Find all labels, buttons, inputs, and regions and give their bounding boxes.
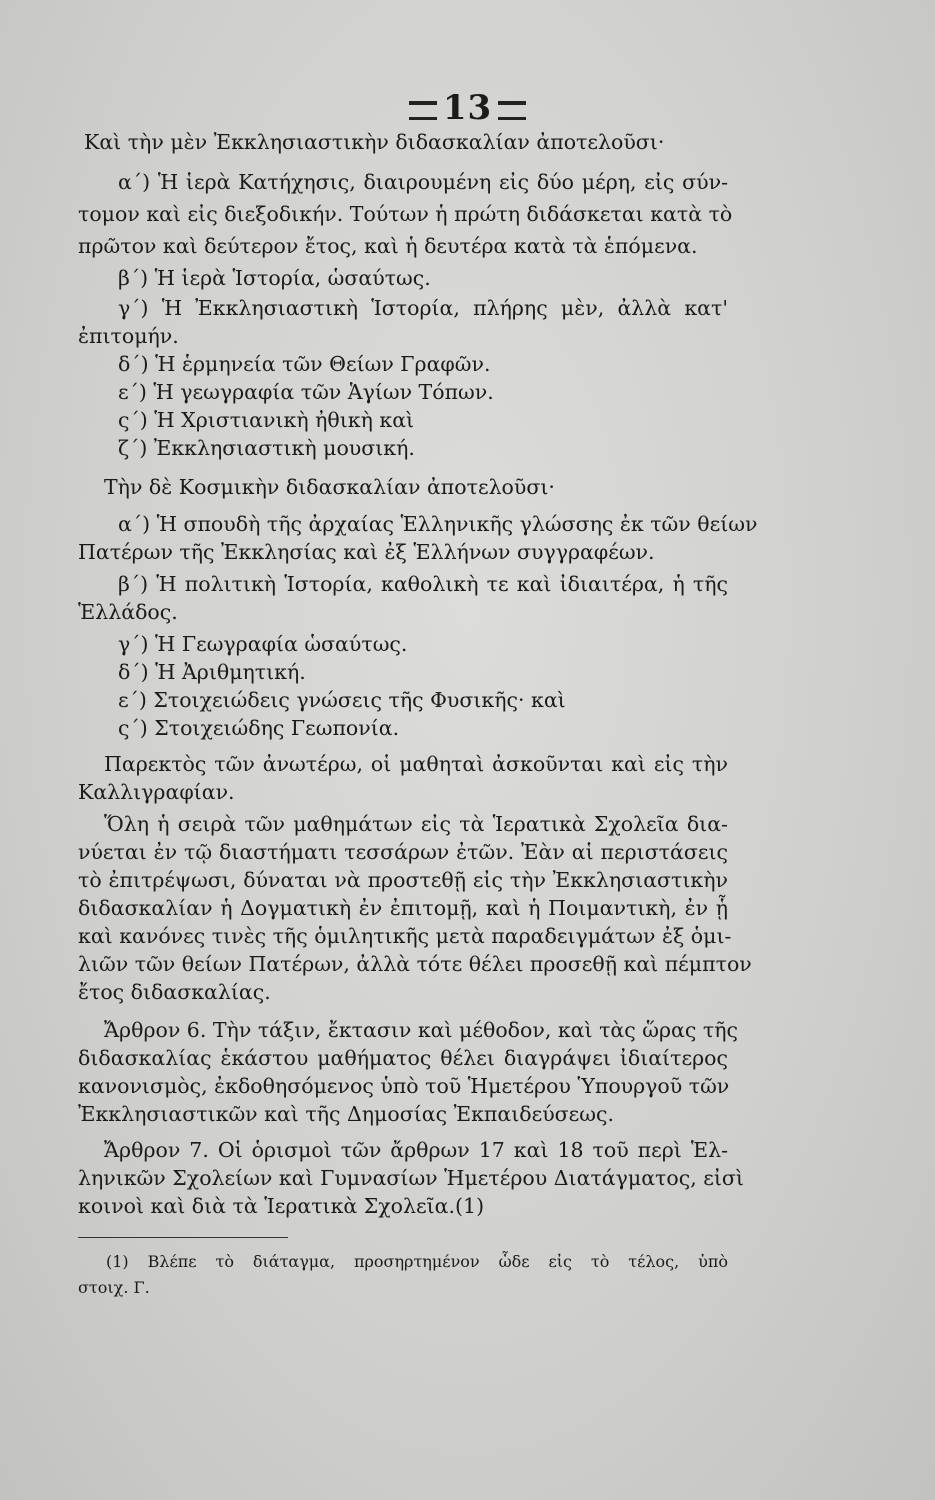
text-line: γ΄) Ἡ Ἐκκλησιαστικὴ Ἱστορία, πλήρης μὲν, ἀλλὰ κατ' [118, 296, 728, 320]
text-line: δ΄) Ἡ Ἀριθμητική. [118, 660, 306, 684]
text-line: β΄) Ἡ ἱερὰ Ἱστορία, ὡσαύτως. [118, 266, 431, 290]
ornament-right [498, 101, 526, 120]
text-line: ε΄) Στοιχειώδεις γνώσεις τῆς Φυσικῆς· καὶ [118, 688, 566, 712]
text-line: δ΄) Ἡ ἑρμηνεία τῶν Θείων Γραφῶν. [118, 352, 491, 376]
text-line: νύεται ἐν τῷ διαστήματι τεσσάρων ἐτῶν. Ἐὰν αἱ περιστάσεις [78, 840, 728, 864]
footnote-divider [78, 1237, 288, 1238]
text-line: Ἄρθρον 7. Οἱ ὁρισμοὶ τῶν ἄρθρων 17 καὶ 18 τοῦ περὶ Ἑλ- [104, 1138, 728, 1162]
text-line: κοινοὶ καὶ διὰ τὰ Ἱερατικὰ Σχολεῖα.(1) [78, 1194, 485, 1218]
page-number: 13 [442, 88, 493, 128]
text-line: διδασκαλίαν ἡ Δογματικὴ ἐν ἐπιτομῇ, καὶ ἡ Ποιμαντικὴ, ἐν ᾗ [78, 896, 728, 920]
text-line: β΄) Ἡ πολιτικὴ Ἱστορία, καθολικὴ τε καὶ ἰδιαιτέρα, ἡ τῆς [118, 572, 728, 596]
text-line: ς΄) Ἡ Χριστιανικὴ ἠθικὴ καὶ [118, 408, 415, 432]
text-line: πρῶτον καὶ δεύτερον ἔτος, καὶ ἡ δευτέρα κατὰ τὰ ἑπόμενα. [78, 234, 698, 258]
text-line: Ἄρθρον 6. Τὴν τάξιν, ἔκτασιν καὶ μέθοδον, καὶ τὰς ὥρας τῆς [104, 1018, 738, 1042]
text-line: Τὴν δὲ Κοσμικὴν διδασκαλίαν ἀποτελοῦσι· [104, 475, 555, 499]
text-line: τομον καὶ εἰς διεξοδικήν. Τούτων ἡ πρώτη διδάσκεται κατὰ τὸ [78, 202, 733, 226]
text-line: ε΄) Ἡ γεωγραφία τῶν Ἁγίων Τόπων. [118, 380, 494, 404]
text-line: Καὶ τὴν μὲν Ἐκκλησιαστικὴν διδασκαλίαν ἀποτελοῦσι· [84, 130, 665, 154]
page-header [0, 88, 935, 128]
text-line: ἔτος διδασκαλίας. [78, 980, 271, 1004]
text-line: κανονισμὸς, ἐκδοθησόμενος ὑπὸ τοῦ Ἡμετέρου Ὑπουργοῦ τῶν [78, 1074, 730, 1098]
text-line: καὶ κανόνες τινὲς τῆς ὁμιλητικῆς μετὰ παραδειγμάτων ἐξ ὁμι- [78, 924, 732, 948]
text-line: Ὅλη ἡ σειρὰ τῶν μαθημάτων εἰς τὰ Ἱερατικὰ Σχολεῖα δια- [104, 812, 728, 836]
text-line: Καλλιγραφίαν. [78, 780, 235, 804]
text-line: γ΄) Ἡ Γεωγραφία ὡσαύτως. [118, 632, 408, 656]
text-line: Παρεκτὸς τῶν ἀνωτέρω, οἱ μαθηταὶ ἀσκοῦνται καὶ εἰς τὴν [104, 752, 728, 776]
text-line: τὸ ἐπιτρέψωσι, δύναται νὰ προστεθῇ εἰς τὴν Ἐκκλησιαστικὴν [78, 868, 728, 892]
text-line: ληνικῶν Σχολείων καὶ Γυμνασίων Ἡμετέρου Διατάγματος, εἰσὶ [78, 1166, 744, 1190]
text-line: ζ΄) Ἐκκλησιαστικὴ μουσική. [118, 436, 415, 460]
ornament-left [409, 101, 437, 120]
text-line: Ἑλλάδος. [78, 600, 178, 624]
text-line: α΄) Ἡ σπουδὴ τῆς ἀρχαίας Ἑλληνικῆς γλώσσης ἐκ τῶν θείων [118, 512, 758, 536]
footnote-line: στοιχ. Γ. [78, 1278, 150, 1297]
text-line: α΄) Ἡ ἱερὰ Κατήχησις, διαιρουμένη εἰς δύο μέρη, εἰς σύν- [118, 170, 728, 194]
text-line: Ἐκκλησιαστικῶν καὶ τῆς Δημοσίας Ἐκπαιδεύσεως. [78, 1102, 615, 1126]
text-line: ς΄) Στοιχειώδης Γεωπονία. [118, 716, 400, 740]
text-line: λιῶν τῶν θείων Πατέρων, ἀλλὰ τότε θέλει προσεθῇ καὶ πέμπτον [78, 952, 752, 976]
footnote-line: (1) Βλέπε τὸ διάταγμα, προσηρτημένον ὧδε εἰς τὸ τέλος, ὑπὸ [106, 1252, 728, 1271]
text-line: ἐπιτομήν. [78, 324, 179, 348]
text-line: Πατέρων τῆς Ἐκκλησίας καὶ ἐξ Ἑλλήνων συγγραφέων. [78, 540, 655, 564]
text-line: διδασκαλίας ἑκάστου μαθήματος θέλει διαγράψει ἰδιαίτερος [78, 1046, 728, 1070]
